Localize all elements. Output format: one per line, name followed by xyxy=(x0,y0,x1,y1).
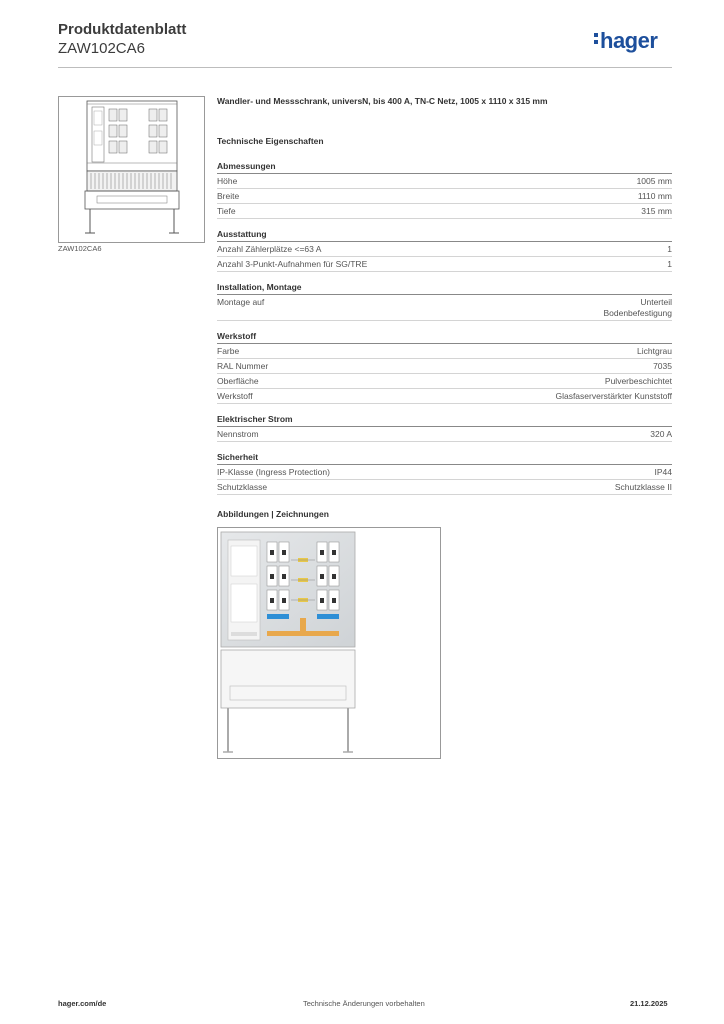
property-row xyxy=(217,242,672,257)
property-label: Farbe xyxy=(217,346,240,356)
property-label: Oberfläche xyxy=(217,376,259,386)
product-thumbnail xyxy=(58,96,205,243)
property-value: Schutzklasse II xyxy=(614,482,672,492)
property-row xyxy=(217,389,672,404)
property-label: Werkstoff xyxy=(217,391,253,401)
property-row xyxy=(217,374,672,389)
property-label: Anzahl Zählerplätze <=63 A xyxy=(217,244,322,254)
cabinet-drawing-icon xyxy=(59,97,204,242)
product-code: ZAW102CA6 xyxy=(58,40,145,57)
thumbnail-caption: ZAW102CA6 xyxy=(58,244,102,253)
property-group xyxy=(217,414,672,442)
property-row xyxy=(217,427,672,442)
footer-disclaimer: Technische Änderungen vorbehalten xyxy=(303,999,425,1008)
header-divider xyxy=(58,67,672,68)
property-value: Pulverbeschichtet xyxy=(604,376,672,386)
property-group-title: Werkstoff xyxy=(217,331,672,344)
property-row xyxy=(217,295,672,321)
property-value: Unterteil Bodenbefestigung xyxy=(603,297,672,318)
product-content xyxy=(217,96,672,519)
property-label: Breite xyxy=(217,191,240,201)
property-group-title: Installation, Montage xyxy=(217,282,672,295)
property-group-title: Sicherheit xyxy=(217,452,672,465)
property-group xyxy=(217,161,672,219)
figures-heading: Abbildungen | Zeichnungen xyxy=(217,509,329,519)
property-group xyxy=(217,229,672,272)
property-row xyxy=(217,480,672,495)
property-group-title: Ausstattung xyxy=(217,229,672,242)
property-value: Glasfaserverstärkter Kunststoff xyxy=(555,391,672,401)
property-value: 315 mm xyxy=(641,206,672,216)
property-label: Höhe xyxy=(217,176,238,186)
page-title: Produktdatenblatt xyxy=(58,21,187,38)
property-group xyxy=(217,452,672,495)
cabinet-photo-icon xyxy=(218,528,440,758)
logo-text: hager xyxy=(600,28,658,53)
property-group-title: Elektrischer Strom xyxy=(217,414,672,427)
property-label: Nennstrom xyxy=(217,429,259,439)
property-row xyxy=(217,344,672,359)
property-row xyxy=(217,465,672,480)
footer-website-link[interactable]: hager.com/de xyxy=(58,999,107,1008)
property-group xyxy=(217,282,672,321)
property-group-title: Abmessungen xyxy=(217,161,672,174)
property-value: IP44 xyxy=(654,467,672,477)
product-title: Wandler- und Messschrank, universN, bis 400 A, TN-C Netz, 1005 x 1110 x 315 mm xyxy=(217,96,548,106)
property-label: IP-Klasse (Ingress Protection) xyxy=(217,467,330,477)
properties-list xyxy=(217,161,672,495)
hager-logo xyxy=(594,28,657,54)
property-value: Lichtgrau xyxy=(637,346,672,356)
property-value: 1005 mm xyxy=(636,176,672,186)
section-heading: Technische Eigenschaften xyxy=(217,136,324,146)
property-row xyxy=(217,204,672,219)
property-row xyxy=(217,257,672,272)
property-row xyxy=(217,189,672,204)
footer-date: 21.12.2025 xyxy=(630,999,668,1008)
product-figure xyxy=(217,527,441,759)
property-label: RAL Nummer xyxy=(217,361,269,371)
property-row xyxy=(217,174,672,189)
property-value: 320 A xyxy=(650,429,672,439)
property-label: Montage auf xyxy=(217,297,265,307)
property-label: Schutzklasse xyxy=(217,482,268,492)
property-label: Anzahl 3-Punkt-Aufnahmen für SG/TRE xyxy=(217,259,368,269)
property-label: Tiefe xyxy=(217,206,236,216)
logo-dots-icon xyxy=(594,32,599,46)
property-value: 1 xyxy=(667,259,672,269)
property-value: 1110 mm xyxy=(637,191,672,201)
property-value: 1 xyxy=(667,244,672,254)
property-group xyxy=(217,331,672,404)
property-value: 7035 xyxy=(653,361,672,371)
property-row xyxy=(217,359,672,374)
